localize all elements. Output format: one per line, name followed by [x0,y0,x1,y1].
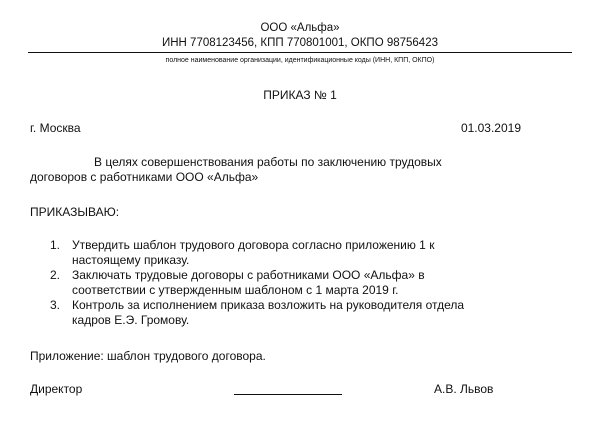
preamble-line: В целях совершенствования работы по заключению трудовых [94,155,442,169]
preamble [30,155,520,185]
signatory-name: А.В. Львов [434,382,494,396]
order-item-line: настоящему приказу. [72,252,190,267]
order-items-list [50,238,550,328]
order-item-number: 2. [50,268,61,282]
order-item-text [72,238,550,267]
order-item-line: Утвердить шаблон трудового договора согласно приложению 1 к [72,238,435,252]
order-item [50,238,550,267]
document-place: г. Москва [30,121,81,135]
signature-line [234,394,342,395]
order-heading: ПРИКАЗЫВАЮ: [30,205,120,219]
order-item-text [72,298,550,327]
organization-caption: полное наименование организации, идентификационные коды (ИНН, КПП, ОКПО) [165,57,435,64]
order-item-line: Контроль за исполнением приказа возложить на руководителя отдела [72,298,465,312]
attachment-note: Приложение: шаблон трудового договора. [30,349,266,363]
signatory-role: Директор [30,382,83,396]
order-item-line: соответствии с утвержденным шаблоном с 1 марта 2019 г. [72,282,399,297]
preamble-line: договоров с работниками ООО «Альфа» [30,170,259,184]
organization-name: ООО «Альфа» [260,22,340,34]
order-item [50,298,550,327]
document-title: ПРИКАЗ № 1 [263,88,337,102]
order-item-line: Заключать трудовые договоры с работниками ООО «Альфа» в [72,268,425,282]
order-item [50,268,550,297]
order-item-number: 3. [50,298,61,312]
order-item-line: кадров Е.Э. Громову. [72,312,190,327]
order-item-text [72,268,550,297]
document-date: 01.03.2019 [460,121,521,135]
organization-codes: ИНН 7708123456, КПП 770801001, ОКПО 98756423 [161,37,438,49]
order-item-number: 1. [50,238,61,252]
header-divider [28,52,572,53]
